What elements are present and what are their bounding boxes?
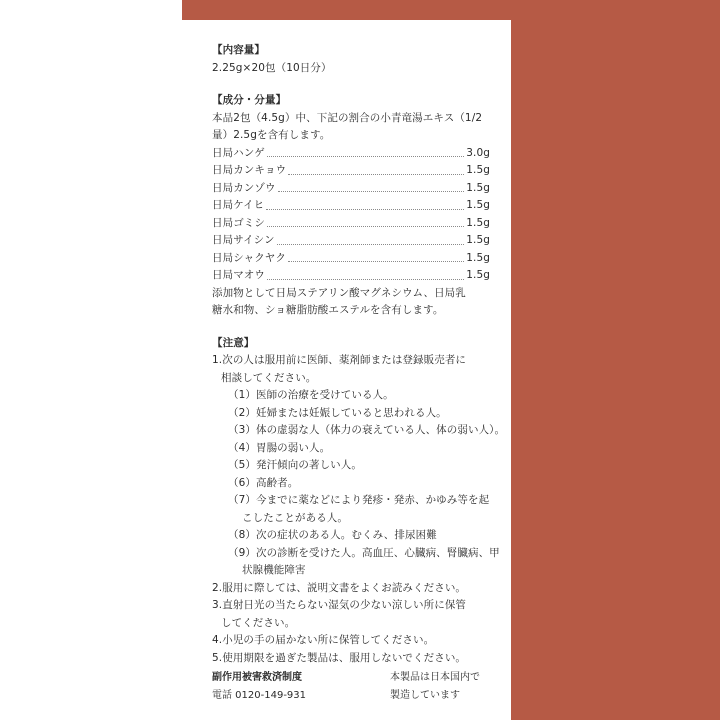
leader-dots [266, 209, 464, 210]
heading-ingredients: 【成分・分量】 [212, 94, 287, 106]
ingredient-name: 日局ゴミシ [212, 216, 265, 229]
caution-1-item: （6）高齢者。 [228, 476, 299, 489]
additives-line: 糖水和物、ショ糖脂肪酸エステルを含有します。 [212, 304, 444, 316]
package-text [212, 42, 506, 667]
relief-system-title: 副作用被害救済制度 [212, 672, 302, 683]
ingredient-name: 日局ケイヒ [212, 199, 265, 211]
ingredient-row [212, 145, 490, 163]
ingredient-row [212, 232, 490, 250]
leader-dots [267, 226, 464, 227]
contents-amount: 2.25g×20包（10日分） [212, 61, 332, 74]
ingredient-row [212, 267, 490, 285]
heading-contents: 【内容量】 [212, 44, 265, 56]
caution-1-line: 相談してください。 [221, 371, 317, 384]
footer-made-in-japan [390, 669, 480, 705]
caution-1-item: （4）胃腸の弱い人。 [228, 441, 331, 454]
ingredients-intro-line: 本品2包（4.5g）中、下記の割合の小青竜湯エキス（1/2 [212, 111, 483, 124]
ingredient-name: 日局ハンゲ [212, 146, 265, 159]
spacer [212, 77, 490, 92]
leader-dots [288, 261, 464, 262]
caution-2: 2.服用に際しては、説明文書をよくお読みください。 [212, 581, 467, 594]
caution-1-item: （5）発汗傾向の著しい人。 [228, 459, 362, 471]
ingredients-intro-line: 量）2.5gを含有します。 [212, 129, 331, 141]
ingredient-row [212, 250, 490, 268]
ingredient-row [212, 197, 490, 215]
leader-dots [267, 156, 464, 157]
ingredient-name: 日局カンゾウ [212, 181, 276, 194]
right-accent-band [511, 0, 720, 720]
ingredient-name: 日局マオウ [212, 269, 265, 281]
relief-system-phone: 電話 0120-149-931 [212, 690, 307, 701]
ingredient-row [212, 162, 490, 180]
ingredient-amount: 1.5g [466, 234, 490, 246]
ingredient-amount: 1.5g [466, 199, 490, 211]
caution-1-item-9: （9）次の診断を受けた人。高血圧、心臓病、腎臓病、甲 [228, 546, 500, 559]
ingredient-name: 日局サイシン [212, 234, 275, 246]
caution-1-item-7: こしたことがある人。 [242, 511, 348, 524]
ingredient-amount: 1.5g [466, 269, 490, 281]
made-in-japan-line: 製造しています [390, 690, 460, 701]
caution-1-item-8: （8）次の症状のある人。むくみ、排尿困難 [228, 529, 437, 541]
heading-cautions: 【注意】 [212, 336, 255, 349]
ingredient-amount: 3.0g [466, 146, 490, 159]
leader-dots [277, 244, 465, 245]
caution-1-item: （1）医師の治療を受けている人。 [228, 389, 394, 401]
caution-1-line: 1.次の人は服用前に医師、薬剤師または登録販売者に [212, 354, 467, 366]
leader-dots [288, 174, 464, 175]
ingredient-row [212, 180, 490, 198]
caution-1-item-7: （7）今までに薬などにより発疹・発赤、かゆみ等を起 [228, 494, 490, 506]
spacer [212, 320, 490, 335]
additives-line: 添加物として日局ステアリン酸マグネシウム、日局乳 [212, 286, 466, 299]
ingredient-row [212, 215, 490, 233]
ingredient-amount: 1.5g [466, 164, 490, 176]
caution-1-item: （2）妊婦または妊娠していると思われる人。 [228, 406, 447, 419]
ingredient-amount: 1.5g [466, 216, 490, 229]
caution-5: 5.使用期限を過ぎた製品は、服用しないでください。 [212, 651, 467, 664]
ingredient-name: 日局カンキョウ [212, 164, 287, 176]
caution-3-line: 3.直射日光の当たらない湿気の少ない涼しい所に保管 [212, 599, 467, 611]
ingredient-name: 日局シャクヤク [212, 251, 286, 264]
footer-relief-system [212, 669, 306, 705]
leader-dots [278, 191, 465, 192]
ingredient-amount: 1.5g [466, 251, 490, 264]
caution-1-item: （3）体の虚弱な人（体力の衰えている人、体の弱い人）。 [228, 424, 506, 436]
caution-1-item-9: 状腺機能障害 [242, 564, 306, 576]
leader-dots [267, 279, 464, 280]
ingredient-amount: 1.5g [466, 181, 490, 194]
caution-3-line: してください。 [221, 616, 296, 629]
caution-4: 4.小児の手の届かない所に保管してください。 [212, 634, 435, 646]
made-in-japan-line: 本製品は日本国内で [390, 672, 480, 683]
